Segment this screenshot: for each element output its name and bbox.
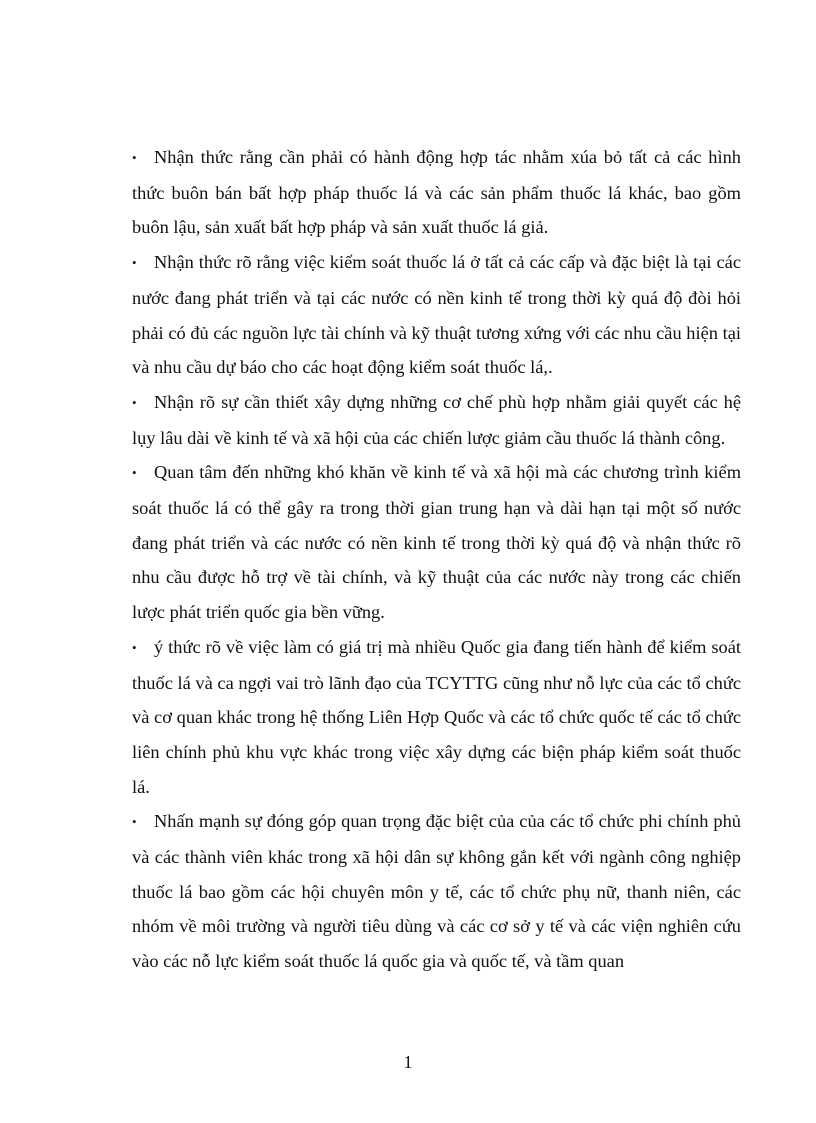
- bullet-icon: •: [132, 255, 137, 271]
- paragraph-text: Nhận thức rõ rằng việc kiểm soát thuốc lá ở tất cả các cấp và đặc biệt là tại các nước đang phát triển và tại các nước có nền kinh tế trong thời kỳ quá độ đòi hỏi phải có đủ các nguồn lực tài chính và kỹ thuật tương xứng với các nhu cầu hiện tại và nhu cầu dự báo cho các hoạt động kiểm soát thuốc lá,.: [132, 252, 741, 378]
- bullet-paragraph-4: [132, 455, 741, 630]
- paragraph-text: Nhận thức rằng cần phải có hành động hợp tác nhằm xúa bỏ tất cả các hình thức buôn bán bất hợp pháp thuốc lá và các sản phẩm thuốc lá khác, bao gồm buôn lậu, sản xuất bất hợp pháp và sản xuất thuốc lá giả.: [132, 147, 741, 238]
- bullet-paragraph-3: [132, 385, 741, 455]
- bullet-paragraph-6: [132, 804, 741, 979]
- bullet-paragraph-5: [132, 630, 741, 805]
- paragraph-text: Nhận rõ sự cần thiết xây dựng những cơ chế phù hợp nhằm giải quyết các hệ lụy lâu dài về kinh tế và xã hội của các chiến lược giảm cầu thuốc lá thành công.: [132, 391, 741, 448]
- bullet-paragraph-1: [132, 140, 741, 245]
- bullet-icon: •: [132, 394, 137, 410]
- bullet-icon: •: [132, 639, 137, 655]
- document-body: [132, 140, 741, 979]
- bullet-icon: •: [132, 150, 137, 165]
- bullet-icon: •: [132, 814, 137, 830]
- paragraph-text: ý thức rõ về việc làm có giá trị mà nhiều Quốc gia đang tiến hành để kiểm soát thuốc lá và ca ngợi vai trò lãnh đạo của TCYTTG cũng như nỗ lực của các tổ chức và cơ quan khác trong hệ thống Liên Hợp Quốc và các tổ chức quốc tế các tổ chức liên chính phủ khu vực khác trong việc xây dựng các biện pháp kiểm soát thuốc lá.: [132, 636, 741, 797]
- paragraph-text: Nhấn mạnh sự đóng góp quan trọng đặc biệt của của các tổ chức phi chính phủ và các thành viên khác trong xã hội dân sự không gắn kết với ngành công nghiệp thuốc lá bao gồm các hội chuyên môn y tế, các tổ chức phụ nữ, thanh niên, các nhóm về môi trường và người tiêu dùng và các cơ sở y tế và các viện nghiên cứu vào các nỗ lực kiểm soát thuốc lá quốc gia và quốc tế, và tầm quan: [132, 811, 741, 972]
- bullet-icon: •: [132, 465, 137, 481]
- bullet-paragraph-2: [132, 245, 741, 385]
- page-number: 1: [403, 1052, 413, 1072]
- paragraph-text: Quan tâm đến những khó khăn về kinh tế và xã hội mà các chương trình kiểm soát thuốc lá có thể gây ra trong thời gian trung hạn và dài hạn tại một số nước đang phát triển và các nước có nền kinh tế trong thời kỳ quá độ và nhận thức rõ nhu cầu được hỗ trợ về tài chính, và kỹ thuật của các nước này trong các chiến lược phát triển quốc gia bền vững.: [132, 462, 741, 623]
